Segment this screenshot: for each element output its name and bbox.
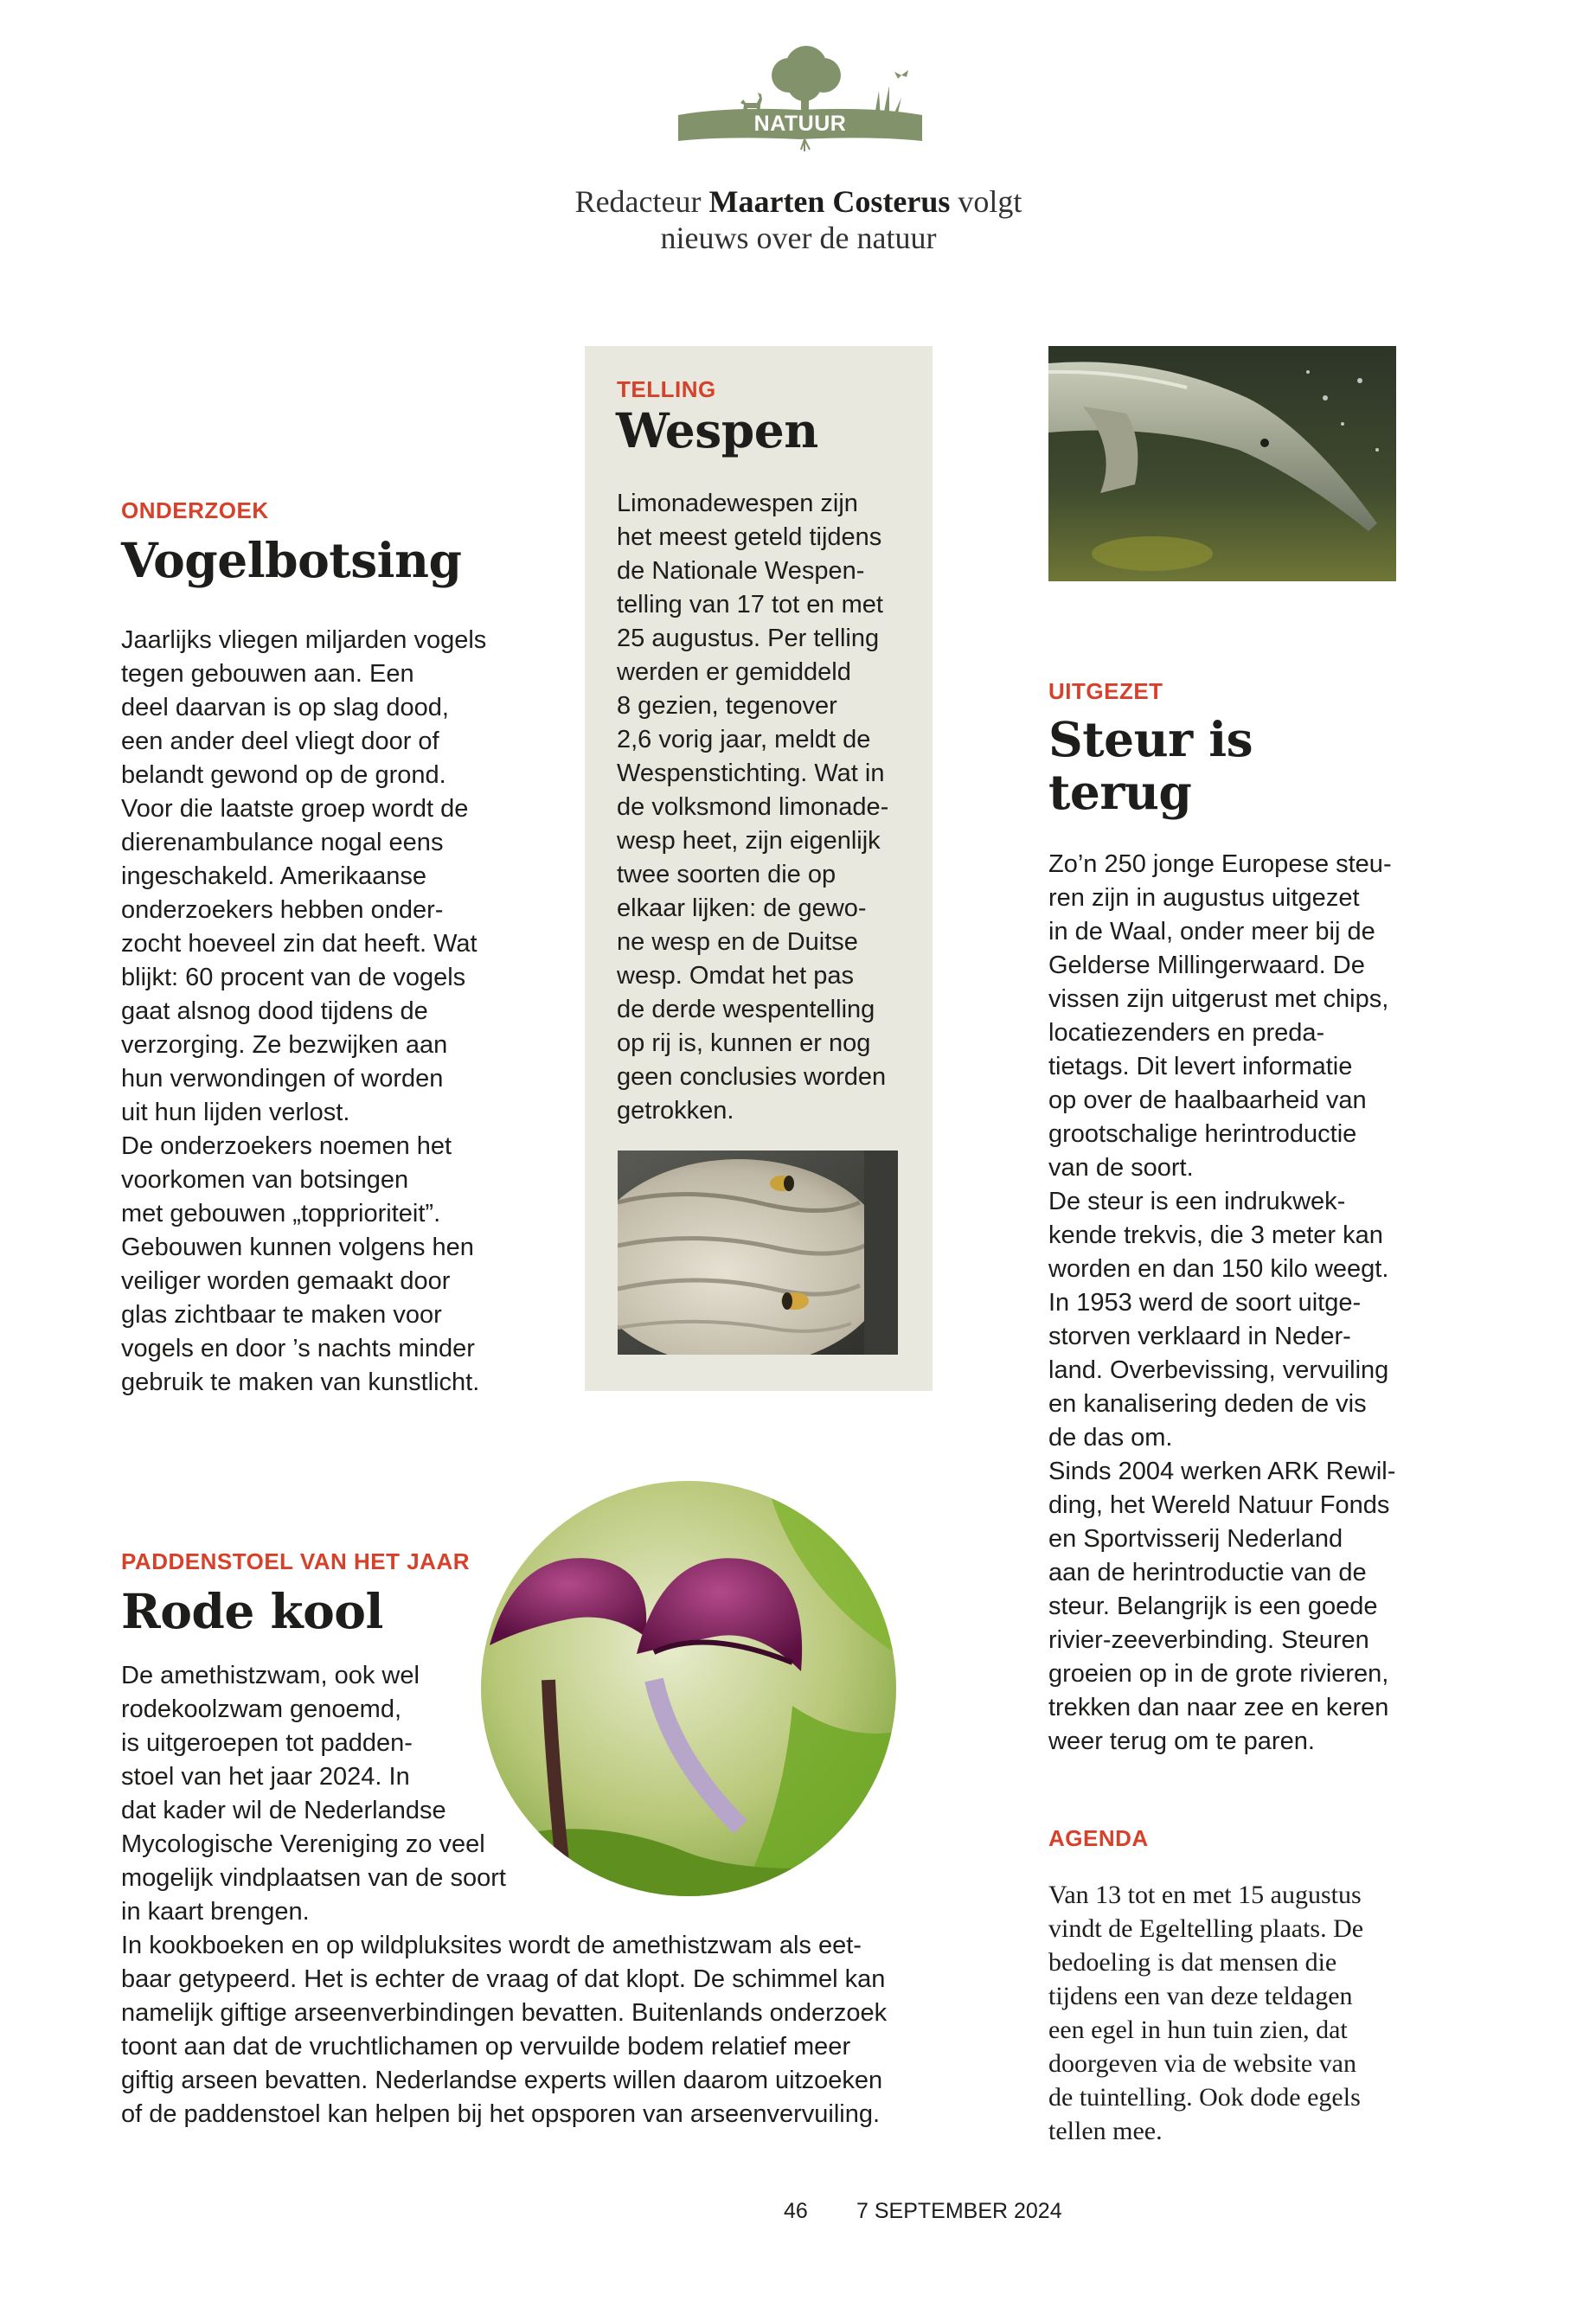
- article-steur: [1048, 678, 1412, 1759]
- article-vogelbotsing: [121, 497, 536, 1400]
- tagline-suffix: volgt: [958, 184, 1022, 219]
- tagline-prefix: Redacteur: [574, 184, 702, 219]
- article-body: Limonadewespen zijn het meest geteld tijdens de Nationale Wespen- telling van 17 tot en met 25 augustus. Per telling werden er gemiddeld 8 gezien, tegenover 2,6 vorig jaar, meldt de Wespenstichting. Wat in de volksmond limonade- wesp heet, zijn eigenlijk twee soorten die op elkaar lijken: de gewo- ne wesp en de Duitse wesp. Omdat het pas de derde wespentelling op rij is, kunnen er nog geen conclusies worden getrokken.: [617, 490, 889, 1125]
- agenda-kicker: AGENDA: [1048, 1825, 1149, 1851]
- article-kicker: ONDERZOEK: [121, 497, 269, 523]
- logo-label: NATUUR: [753, 112, 847, 136]
- header-tagline: [450, 183, 1147, 256]
- wasp-nest-image: [618, 1150, 898, 1355]
- article-body-intro: De amethistzwam, ook wel rodekoolzwam genoemd, is uitgeroepen tot padden- stoel van het jaar 2024. In dat kader wil de Nederlandse Mycologische Vereniging zo veel mogelijk vindplaatsen van de soort in kaart brengen.: [121, 1661, 506, 1926]
- article-title: Wespen: [616, 402, 818, 458]
- article-title: Rode kool: [121, 1583, 383, 1639]
- editor-name: Maarten Costerus: [708, 184, 951, 219]
- article-rodekool: [121, 1548, 917, 2131]
- sturgeon-image: [1048, 346, 1396, 581]
- issue-date: 7 SEPTEMBER 2024: [856, 2199, 1062, 2223]
- article-kicker: TELLING: [617, 376, 716, 402]
- article-kicker: UITGEZET: [1048, 678, 1163, 704]
- article-body: Jaarlijks vliegen miljarden vogels tegen gebouwen aan. Een deel daarvan is op slag dood, een ander deel vliegt door of belandt gewond op de grond. Voor die laatste groep wordt de dierenambulance nogal eens ingeschakeld. Amerikaanse onderzoekers hebben onder- zocht hoeveel zin dat heeft. Wat blijkt: 60 procent van de vogels gaat alsnog dood tijdens de verzorging. Ze bezwijken aan hun verwondingen of worden uit hun lijden verlost. De onderzoekers noemen het voorkomen van botsingen met gebouwen „topprioriteit”. Gebouwen kunnen volgens hen veiliger worden gemaakt door glas zichtbaar te maken voor vogels en door ’s nachts minder gebruik te maken van kunstlicht.: [121, 625, 487, 1396]
- article-body-continued: In kookboeken en op wildpluksites wordt de amethistzwam als eet- baar getypeerd. Het is echter de vraag of dat klopt. De schimmel kan namelijk giftige arseenverbindingen bevatten. Buitenlands onderzoek toont aan dat de vruchtlichamen op vervuilde bodem relatief meer giftig arseen bevatten. Nederlandse experts willen daarom uitzoeken of de paddenstoel kan helpen bij het opsporen van arseenvervuiling.: [121, 1931, 888, 2128]
- tagline-line2: nieuws over de natuur: [660, 221, 937, 255]
- article-wespen-box: [585, 346, 933, 1391]
- article-kicker: PADDENSTOEL VAN HET JAAR: [121, 1548, 471, 1574]
- page-number: 46: [784, 2199, 808, 2223]
- section-logo: [675, 30, 926, 151]
- article-body: Zo’n 250 jonge Europese steu- ren zijn in augustus uitgezet in de Waal, onder meer bij de Gelderse Millingerwaard. De vissen zijn uitgerust met chips, locatiezenders en preda- tietags. Dit levert informatie op over de haalbaarheid van grootschalige herintroductie van de soort. De steur is een indrukwek- kende trekvis, die 3 meter kan worden en dan 150 kilo weegt. In 1953 werd de soort uitge- storven verklaard in Neder- land. Overbevissing, vervuiling en kanalisering deden de vis de das om. Sinds 2004 werken ARK Rewil- ding, het Wereld Natuur Fonds en Sportvisserij Nederland aan de herintroductie van de steur. Belangrijk is een goede rivier-zeeverbinding. Steuren groeien op in de grote rivieren, trekken dan naar zee en keren weer terug om te paren.: [1048, 850, 1396, 1755]
- agenda-body: Van 13 tot en met 15 augustus vindt de Egeltelling plaats. De bedoeling is dat mensen die tijdens een van deze teldagen een egel in hun tuin zien, dat doorgeven via de website van de tuintelling. Ook dode egels tellen mee.: [1048, 1881, 1364, 2145]
- article-title: Steur is terug: [1048, 711, 1253, 820]
- article-title: Vogelbotsing: [121, 532, 462, 588]
- agenda-block: [1048, 1825, 1412, 2148]
